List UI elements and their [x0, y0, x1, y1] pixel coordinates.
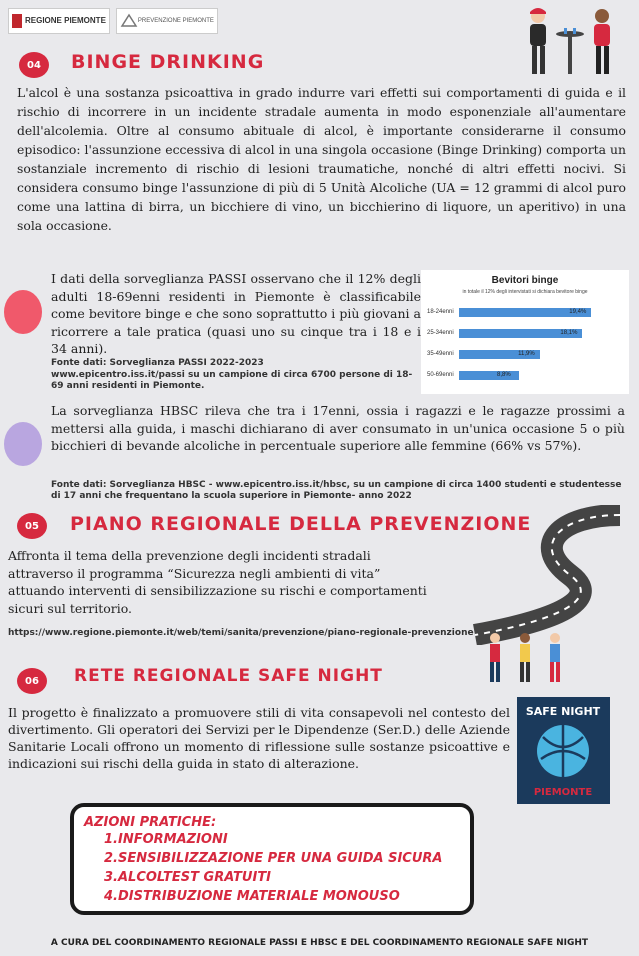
badge-top-text: SAFE NIGHT [525, 705, 601, 718]
people-drinking-illustration [520, 4, 620, 80]
decorative-red-dot [4, 290, 42, 334]
footer-credits: A CURA DEL COORDINAMENTO REGIONALE PASSI E HBSC E DEL COORDINAMENTO REGIONALE SAFE NIGHT [50, 938, 589, 948]
dancing-people-illustration [480, 628, 570, 688]
chart-category-label: 18-24enni [427, 309, 454, 315]
binge-drinking-intro: L'alcol è una sostanza psicoattiva in grado indurre vari effetti sui comportamenti di guida e il rischio di incorrere in un incidente stradale aumenta in modo esponenziale all'aumentare dell'alcolemia. Oltre al consumo abituale di alcol, è importante considerarne il consumo episodico: l'assunzione eccessiva di alcol in una singola occasione (Binge Drinking) comporta un sostanziale incremento di rischio di lesioni traumatiche, nonché di altri effetti nocivi. Si considera consumo binge l'assunzione di più di 5 Unità Alcoliche (UA = 12 grammi di alcol puro come una lattina di birra, un bicchiere di vino, un bicchierino di liquore, un aperitivo) in una sola occasione. [17, 85, 626, 233]
hbsc-source: Fonte dati: Sorveglianza HBSC - www.epicentro.iss.it/hbsc, su un campione di circa 1400 studenti e studentesse di 17 anni che frequentano la scuola superiore in Piemonte- anno 2022 [51, 480, 622, 501]
chart-category-label: 50-69enni [427, 372, 454, 378]
prevenzione-icon [120, 12, 138, 30]
chart-value-label: 11,9% [518, 351, 535, 357]
decorative-purple-dot [4, 422, 42, 466]
header-logos [8, 8, 218, 34]
safe-night-logo [517, 697, 610, 804]
prevenzione-piemonte-logo: PREVENZIONE PIEMONTE [116, 8, 218, 34]
chart-value-label: 8,8% [497, 372, 511, 378]
section-title-binge-drinking: BINGE DRINKING [71, 51, 265, 73]
azione-item: 1.INFORMAZIONI [104, 832, 228, 847]
passi-data-text: I dati della sorveglianza PASSI osservano che il 12% degli adulti 18-69enni residenti in Piemonte è classificabile come bevitore binge e che sono soprattutto i più giovani a ricorrere a tale pratica (quasi uno su cinque tra i 18 e i 34 anni). [51, 271, 421, 357]
passi-source-title: Fonte dati: Sorveglianza PASSI 2022-2023 [51, 358, 264, 368]
azioni-pratiche-title: AZIONI PRATICHE: [84, 815, 217, 830]
chart-title: Bevitori binge [491, 275, 559, 286]
chart-value-label: 19,4% [569, 309, 587, 315]
regione-piemonte-logo: REGIONE PIEMONTE [8, 8, 110, 34]
azione-item: 2.SENSIBILIZZAZIONE PER UNA GUIDA SICURA [104, 851, 443, 866]
azione-item: 4.DISTRIBUZIONE MATERIALE MONOUSO [104, 889, 400, 904]
piano-regionale-text: Affronta il tema della prevenzione degli incidenti stradali attraverso il programma “Sicurezza negli ambienti di vita” attuando interventi di sensibilizzazione su rischi e comportamenti sicuri sul territorio. [8, 548, 427, 616]
piano-regionale-link[interactable]: https://www.regione.piemonte.it/web/temi/sanita/prevenzione/piano-regionale-prevenzione [8, 628, 474, 638]
safe-night-text: Il progetto è finalizzato a promuovere stili di vita consapevoli nel contesto del divertimento. Gli operatori dei Servizi per le Dipendenze (Ser.D.) delle Aziende Sanitarie Locali offrono un momento di riflessione sulle sostanze psicoattive e indicazioni sui rischi della guida in stato di alterazione. [8, 705, 510, 771]
azione-item: 3.ALCOLTEST GRATUITI [104, 870, 272, 885]
crest-icon [12, 14, 22, 28]
badge-bottom-text: PIEMONTE [533, 787, 593, 798]
safe-night-badge [517, 697, 610, 804]
chart-category-label: 25-34enni [427, 330, 454, 336]
section-title-safe-night: RETE REGIONALE SAFE NIGHT [74, 666, 383, 686]
section-number-04: 04 [19, 52, 49, 78]
passi-source-detail: www.epicentro.iss.it/passi su un campione di circa 6700 persone di 18-69 anni residenti in Piemonte. [51, 370, 413, 391]
hbsc-data-text: La sorveglianza HBSC rileva che tra i 17enni, ossia i ragazzi e le ragazze prossimi a mettersi alla guida, i maschi dichiarano di aver consumato in un'unica occasione 5 o più bicchieri di bevande alcoliche in percentuale superiore alle femmine (66% vs 57%). [51, 403, 625, 453]
chart-subtitle: in totale il 12% degli intervistati si dichiara bevitore binge [462, 289, 588, 295]
chart-value-label: 18,1% [560, 330, 578, 336]
section-number-06: 06 [17, 668, 47, 694]
section-title-piano-regionale: PIANO REGIONALE DELLA PREVENZIONE [70, 513, 532, 535]
bevitori-binge-chart [421, 270, 629, 394]
road-illustration [470, 505, 630, 645]
chart-category-label: 35-49enni [427, 351, 454, 357]
section-number-05: 05 [17, 513, 47, 539]
azioni-pratiche-box [70, 803, 474, 915]
